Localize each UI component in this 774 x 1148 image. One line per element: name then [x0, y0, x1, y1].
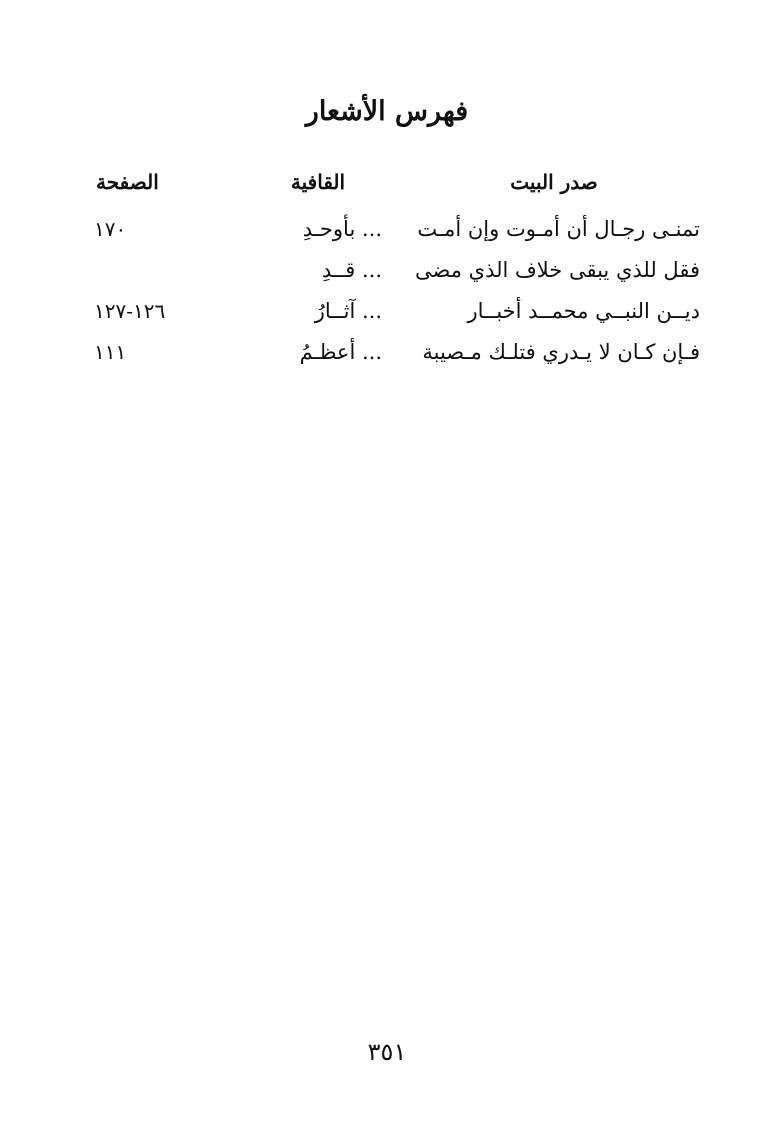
- table-row: [90, 331, 700, 372]
- page-cell: ١١١: [94, 339, 127, 364]
- poetry-index-table: [90, 162, 700, 372]
- rhyme-cell: ... قــدِ: [321, 257, 382, 282]
- verse-cell: فقل للذي يبقى خلاف الذي مضى: [415, 257, 700, 282]
- page-number: ٣٥١: [367, 1038, 407, 1066]
- table-row: [90, 249, 700, 290]
- page-cell: ١٧٠: [94, 216, 127, 241]
- verse-cell: تمنـى رجـال أن أمـوت وإن أمـت: [417, 216, 700, 241]
- table-row: [90, 208, 700, 249]
- rhyme-cell: ... آثــارُ: [314, 298, 382, 323]
- rhyme-cell: ... بأوحـدِ: [302, 216, 382, 241]
- verse-column-header: صدر البيت: [510, 170, 598, 194]
- verse-cell: ديــن النبــي محمــد أخبــار: [467, 298, 700, 323]
- table-row: [90, 290, 700, 331]
- page-column-header: الصفحة: [96, 170, 159, 194]
- page-cell: ١٢٦-١٢٧: [94, 298, 166, 323]
- rhyme-column-header: القافية: [290, 170, 346, 194]
- rhyme-cell: ... أعظـمُ: [299, 339, 382, 364]
- verse-cell: فـإن كـان لا يـدري فتلـك مـصيبة: [422, 339, 700, 364]
- table-header-row: [90, 162, 700, 202]
- page-title: فهرس الأشعار: [305, 96, 469, 127]
